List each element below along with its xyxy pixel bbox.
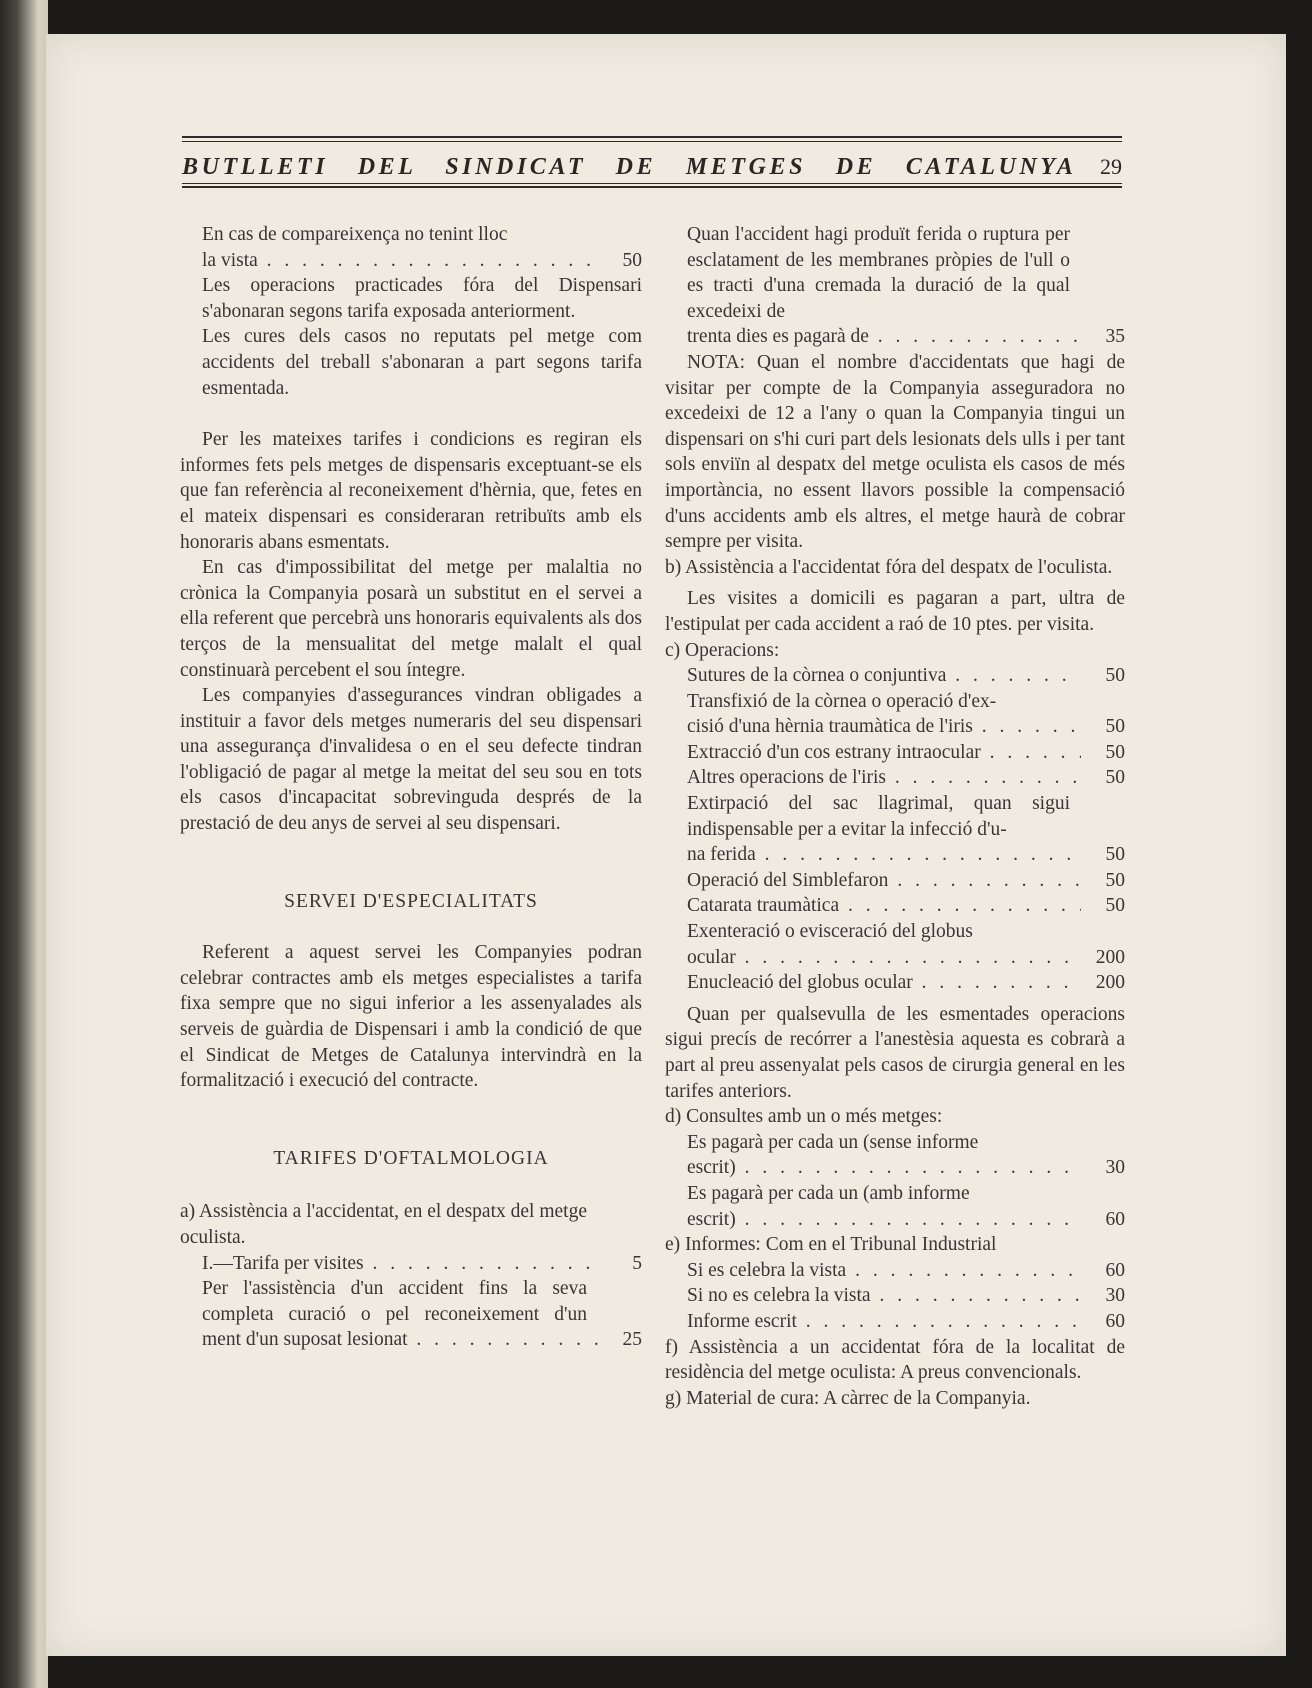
- paragraph: Les cures dels casos no reputats pel metge com accidents del treball s'abonaran a part segons tarifa esmentada.: [202, 326, 642, 399]
- operations-list: [665, 663, 1125, 996]
- tariff-label: escrit) . .: [687, 1155, 1081, 1181]
- tariff-description: Extirpació del sac llagrimal, quan sigui indispensable per a evitar la infecció d'u-: [687, 793, 1070, 840]
- paragraph: Quan l'accident hagi produït ferida o ruptura per esclatament de les membranes pròpies de l'ull o es tracti d'una cremada la duració de la qual excedeixi de: [687, 224, 1070, 322]
- tariff-label: cisió d'una hèrnia traumàtica de l'iris . .: [687, 714, 1081, 740]
- tariff-item: [665, 765, 1125, 791]
- tariff-item: [665, 893, 1125, 919]
- tariff-value: 50: [1105, 767, 1125, 789]
- tariff-description: Es pagarà per cada un (amb informe: [687, 1182, 970, 1204]
- paragraph: Per l'assistència d'un accident fins la seva completa curació o pel reconeixement d'un: [202, 1278, 587, 1325]
- tariff-value: 30: [1105, 1285, 1125, 1307]
- item-heading: f) Assistència a un accidentat fóra de la localitat de residència del metge oculista: A preus convencionals.: [665, 1336, 1125, 1384]
- tariff-value: 50: [1105, 844, 1125, 866]
- tariff-entry: [687, 970, 1125, 996]
- paragraph: Les companyies d'assegurances vindran obligades a instituir a favor dels metges numeraris del seu dispensari una assegurança d'invalidesa o en el seu defecte tindran l'obligació de pagar al metge la meitat del seu sou en tots els casos d'incapacitat sobrevinguda després de la prestació de deu anys de servei al seu dispensari.: [180, 685, 642, 835]
- tariff-value: 50: [1105, 741, 1125, 763]
- tariff-label: Extracció d'un cos estrany intraocular . .: [687, 740, 1081, 766]
- item-heading: a) Assistència a l'accidentat, en el despatx del metge oculista.: [180, 1201, 587, 1248]
- paragraph: Quan per qualsevulla de les esmentades operacions sigui precís de recórrer a l'anestèsia aquesta es cobrarà a part al preu assenyalat pels casos de cirurgia general en les tarifes anteriors.: [665, 1003, 1125, 1102]
- tariff-entry: [687, 1283, 1125, 1309]
- tariff-item: [665, 1258, 1125, 1284]
- tariff-value: 50: [1105, 895, 1125, 917]
- tariff-label: I.—Tarifa per visites . .: [202, 1251, 598, 1277]
- tariff-label: Informe escrit . .: [687, 1309, 1081, 1335]
- tariff-description: Exenteració o evisceració del globus: [687, 921, 973, 943]
- tariff-label: la vista . .: [202, 248, 598, 274]
- note-paragraph: NOTA: Quan el nombre d'accidentats que hagi de visitar per compte de la Companyia asseguradora no excedeixi de 12 a l'any o quan la Companyia tingui un dispensari on s'hi curi part dels lesionats dels ulls i per tant sols enviïn al despatx del metge oculista els casos de més importància, no essent llavors possible la compensació d'uns accidents amb els altres, el metge haurà de cobrar sempre per visita.: [665, 351, 1125, 553]
- tariff-value: 60: [1105, 1259, 1125, 1281]
- tariff-entry: [180, 248, 642, 274]
- tariff-entry: [687, 714, 1125, 740]
- header-rule-bottom: [182, 186, 1122, 188]
- paragraph: Referent a aquest servei les Companyies podran celebrar contractes amb els metges especialistes a tarifa fixa sempre que no sigui inferior a les assenyalades als serveis de guàrdia de Dispensari i amb la condició de que el Sindicat de Metges de Catalunya intervindrà en la formalització i execució del contracte.: [180, 942, 642, 1092]
- tariff-value: 200: [1095, 972, 1125, 994]
- tariff-label: Altres operacions de l'iris . .: [687, 765, 1081, 791]
- tariff-item: [665, 1130, 1125, 1181]
- header-rule-top: [182, 136, 1122, 138]
- item-heading: e) Informes: Com en el Tribunal Industrial: [665, 1234, 997, 1256]
- item-heading: b) Assistència a l'accidentat fóra del despatx de l'oculista.: [665, 556, 1113, 578]
- tariff-entry: [687, 1155, 1125, 1181]
- tariff-label: Si no es celebra la vista . .: [687, 1283, 1081, 1309]
- tariff-label: na ferida . .: [687, 842, 1081, 868]
- paragraph: Les operacions practicades fóra del Dispensari s'abonaran segons tarifa exposada anteriorment.: [202, 275, 642, 322]
- tariff-entry: [687, 1309, 1125, 1335]
- tariff-description: Es pagarà per cada un (sense informe: [687, 1131, 979, 1153]
- tariff-item: [665, 689, 1125, 740]
- paragraph: En cas d'impossibilitat del metge per malaltia no crònica la Companyia posarà un substitut en el servei a ella referent que percebrà uns honoraris equivalents als dos terços de la mensualitat del metge malalt el qual constinuarà percebent el sou íntegre.: [180, 557, 642, 681]
- right-column: [665, 222, 1125, 1411]
- tariff-item: [665, 791, 1125, 868]
- tariff-entry: [687, 842, 1125, 868]
- reports-list: [665, 1258, 1125, 1335]
- consults-list: [665, 1130, 1125, 1232]
- header-rule-top-thin: [182, 141, 1122, 142]
- tariff-value: 50: [1105, 716, 1125, 738]
- tariff-entry: [687, 663, 1125, 689]
- book-spine-edge: [0, 0, 48, 1688]
- paragraph: Les visites a domicili es pagaran a part, ultra de l'estipulat per cada accident a raó de 10 ptes. per visita.: [665, 588, 1125, 635]
- tariff-value: 60: [1105, 1208, 1125, 1230]
- header-rule-bottom-thin: [182, 183, 1122, 184]
- tariff-item: [665, 1181, 1125, 1232]
- tariff-item: [665, 1283, 1125, 1309]
- tariff-entry: [687, 740, 1125, 766]
- tariff-label: Operació del Simblefaron . .: [687, 868, 1081, 894]
- tariff-item: [665, 1309, 1125, 1335]
- tariff-value: 25: [622, 1329, 642, 1351]
- tariff-value: 60: [1105, 1310, 1125, 1332]
- tariff-value: 50: [1105, 869, 1125, 891]
- tariff-item: [665, 919, 1125, 970]
- tariff-entry: [180, 1327, 642, 1353]
- item-heading: d) Consultes amb un o més metges:: [665, 1106, 943, 1128]
- tariff-entry: [687, 868, 1125, 894]
- tariff-entry: [687, 945, 1125, 971]
- tariff-value: 30: [1105, 1157, 1125, 1179]
- tariff-value: 200: [1095, 946, 1125, 968]
- section-heading: SERVEI D'ESPECIALITATS: [284, 890, 538, 912]
- tariff-entry: [687, 765, 1125, 791]
- tariff-entry: [687, 1258, 1125, 1284]
- tariff-label: Sutures de la còrnea o conjuntiva . .: [687, 663, 1081, 689]
- tariff-label: Catarata traumàtica . .: [687, 893, 1081, 919]
- tariff-label: escrit) . .: [687, 1207, 1081, 1233]
- tariff-item: [665, 970, 1125, 996]
- left-column: [180, 222, 642, 1353]
- tariff-description: Transfixió de la còrnea o operació d'ex-: [687, 690, 997, 712]
- tariff-value: 50: [1105, 665, 1125, 687]
- tariff-value: 35: [1105, 326, 1125, 348]
- tariff-value: 5: [632, 1252, 642, 1274]
- tariff-label: ocular . .: [687, 945, 1081, 971]
- tariff-label: Si es celebra la vista . .: [687, 1258, 1081, 1284]
- tariff-item: [665, 663, 1125, 689]
- tariff-label: ment d'un suposat lesionat . .: [202, 1327, 598, 1353]
- tariff-entry: [687, 893, 1125, 919]
- tariff-entry: [665, 324, 1125, 350]
- running-header: [182, 136, 1122, 188]
- paragraph: Per les mateixes tarifes i condicions es regiran els informes fets pels metges de dispensaris exceptuant-se els que fan referència al reconeixement d'hèrnia, que, fetes en el mateix dispensari es consideraran retribuïts amb els honoraris abans esmentats.: [180, 429, 642, 553]
- journal-title: BUTLLETI DEL SINDICAT DE METGES DE CATALUNYA: [182, 154, 1077, 180]
- tariff-value: 50: [622, 249, 642, 271]
- tariff-label: Enucleació del globus ocular . .: [687, 970, 1081, 996]
- tariff-entry: [687, 1207, 1125, 1233]
- page-number: 29: [1100, 154, 1122, 179]
- tariff-label: trenta dies es pagarà de . .: [687, 324, 1081, 350]
- item-heading: g) Material de cura: A càrrec de la Companyia.: [665, 1387, 1031, 1409]
- tariff-item: [665, 868, 1125, 894]
- tariff-entry: [180, 1251, 642, 1277]
- paragraph: En cas de compareixença no tenint lloc: [202, 224, 508, 245]
- section-heading: TARIFES D'OFTALMOLOGIA: [273, 1147, 549, 1169]
- item-heading: c) Operacions:: [665, 639, 780, 661]
- tariff-item: [665, 740, 1125, 766]
